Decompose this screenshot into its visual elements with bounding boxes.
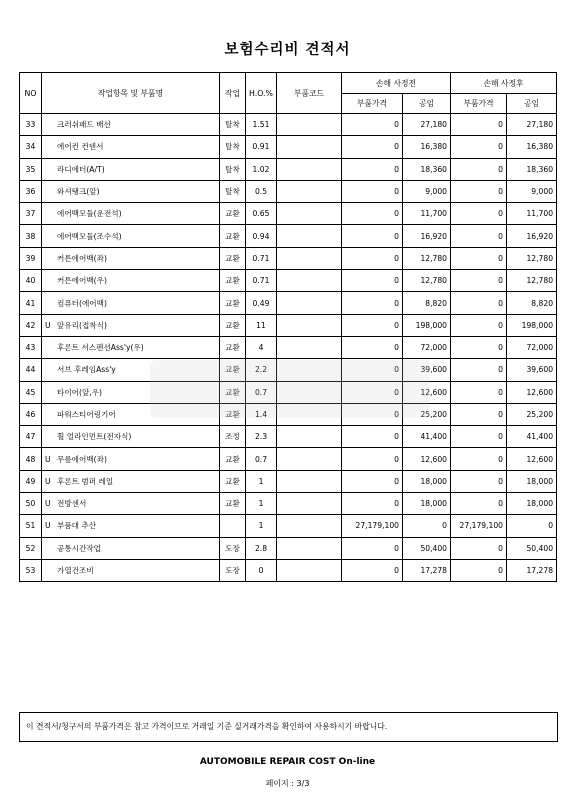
cell-before-labor: 25,200 [403,403,451,425]
cell-no: 37 [20,203,42,225]
table-row [20,158,557,180]
cell-after-labor: 198,000 [507,314,557,336]
item-name: 후론트 서스펜션Ass'y(우) [57,343,144,353]
cell-code [277,270,342,292]
item-name: 후론트 범퍼 레일 [57,476,114,486]
table-row [20,537,557,559]
cell-hq: 1.4 [246,403,277,425]
cell-after-part-price: 0 [451,270,507,292]
cell-after-part-price: 0 [451,493,507,515]
cell-work: 조정 [220,426,246,448]
cell-item [42,247,220,269]
cell-before-part-price: 0 [342,225,403,247]
cell-hq: 0.49 [246,292,277,314]
cell-work: 교환 [220,470,246,492]
table-row [20,426,557,448]
cell-before-part-price: 0 [342,493,403,515]
cell-code [277,336,342,358]
cell-hq: 2.2 [246,359,277,381]
cell-before-part-price: 0 [342,359,403,381]
cell-hq: 11 [246,314,277,336]
cell-no: 41 [20,292,42,314]
cell-work: 교환 [220,403,246,425]
cell-work: 교환 [220,292,246,314]
cell-before-labor: 8,820 [403,292,451,314]
cell-no: 34 [20,136,42,158]
cell-hq: 0.7 [246,448,277,470]
cell-before-part-price: 0 [342,114,403,136]
cell-code [277,180,342,202]
cell-code [277,426,342,448]
cell-after-labor: 9,000 [507,180,557,202]
cell-before-labor: 18,000 [403,493,451,515]
cell-before-labor: 50,400 [403,537,451,559]
cell-hq: 0.91 [246,136,277,158]
cell-after-labor: 25,200 [507,403,557,425]
cell-no: 46 [20,403,42,425]
footer-brand: AUTOMOBILE REPAIR COST On-line [199,757,376,767]
update-flag: U [45,521,51,531]
item-name: 커튼에어백(우) [57,276,107,286]
header-code: 부품코드 [277,73,342,114]
cell-hq: 0.5 [246,180,277,202]
cell-item [42,270,220,292]
cell-code [277,292,342,314]
cell-code [277,203,342,225]
page-number: 페이지 : 3/3 [265,779,310,788]
table-row [20,493,557,515]
item-name: 크러쉬패드 배선 [57,120,111,130]
cell-no: 39 [20,247,42,269]
cell-no: 36 [20,180,42,202]
cell-code [277,158,342,180]
cell-item [42,493,220,515]
cell-item [42,515,220,537]
header-before-part-price: 부품가격 [342,94,403,114]
cell-after-labor: 50,400 [507,537,557,559]
cell-after-part-price: 0 [451,426,507,448]
cell-hq: 2.8 [246,537,277,559]
cell-after-part-price: 27,179,100 [451,515,507,537]
cell-hq: 0.71 [246,270,277,292]
cell-hq: 1 [246,493,277,515]
cell-before-part-price: 0 [342,470,403,492]
cell-work: 교환 [220,225,246,247]
cell-before-labor: 16,380 [403,136,451,158]
cell-after-part-price: 0 [451,225,507,247]
cell-work: 교환 [220,314,246,336]
cell-before-part-price: 0 [342,336,403,358]
cell-after-labor: 39,600 [507,359,557,381]
cell-after-labor: 72,000 [507,336,557,358]
cell-after-labor: 12,600 [507,448,557,470]
cell-no: 43 [20,336,42,358]
table-row [20,314,557,336]
cell-before-labor: 198,000 [403,314,451,336]
cell-work: 교환 [220,448,246,470]
header-work: 작업 [220,73,246,114]
watermark [150,360,430,418]
table-row [20,225,557,247]
item-name: 에어백모듈(조수석) [57,231,122,241]
cell-item [42,292,220,314]
cell-after-labor: 12,780 [507,270,557,292]
item-name: 에어백모듈(운전석) [57,209,122,219]
cell-no: 52 [20,537,42,559]
cell-after-labor: 8,820 [507,292,557,314]
cell-work: 교환 [220,359,246,381]
cell-before-part-price: 0 [342,381,403,403]
cell-before-labor: 39,600 [403,359,451,381]
cell-before-part-price: 0 [342,292,403,314]
item-name: 와셔탱크(앞) [57,187,100,197]
cell-after-part-price: 0 [451,448,507,470]
cell-item [42,136,220,158]
table-row [20,470,557,492]
cell-no: 53 [20,559,42,581]
cell-before-part-price: 0 [342,559,403,581]
cell-before-part-price: 0 [342,180,403,202]
cell-no: 50 [20,493,42,515]
estimate-table [19,72,557,582]
cell-code [277,470,342,492]
cell-after-labor: 12,780 [507,247,557,269]
update-flag: U [45,320,51,330]
header-before: 손해 사정전 [342,73,451,94]
cell-work: 교환 [220,493,246,515]
cell-no: 35 [20,158,42,180]
cell-no: 48 [20,448,42,470]
cell-after-labor: 16,380 [507,136,557,158]
item-name: 무릎에어백(좌) [57,454,107,464]
table-row [20,270,557,292]
cell-hq: 2.3 [246,426,277,448]
cell-item [42,559,220,581]
cell-before-part-price: 0 [342,158,403,180]
cell-before-labor: 12,600 [403,381,451,403]
cell-code [277,515,342,537]
item-name: 가열건조비 [57,566,94,576]
cell-after-labor: 0 [507,515,557,537]
cell-no: 33 [20,114,42,136]
cell-after-part-price: 0 [451,247,507,269]
cell-before-labor: 16,920 [403,225,451,247]
cell-work: 교환 [220,247,246,269]
cell-before-labor: 9,000 [403,180,451,202]
cell-before-labor: 27,180 [403,114,451,136]
cell-work: 도장 [220,537,246,559]
cell-after-part-price: 0 [451,470,507,492]
notice-box: 이 견적서/청구서의 부품가격은 참고 가격이므로 거래일 기준 실거래가격을 확인하여 사용하시기 바랍니다. [19,712,558,742]
cell-after-part-price: 0 [451,336,507,358]
cell-after-part-price: 0 [451,314,507,336]
estimate-rows [20,114,557,582]
cell-item [42,470,220,492]
update-flag: U [45,499,51,509]
table-row [20,559,557,581]
cell-before-part-price: 0 [342,537,403,559]
cell-before-part-price: 0 [342,247,403,269]
header-after-labor: 공임 [507,94,557,114]
cell-before-labor: 12,600 [403,448,451,470]
cell-before-part-price: 0 [342,426,403,448]
item-name: 에어컨 컨덴서 [57,142,104,152]
cell-before-part-price: 0 [342,270,403,292]
cell-after-labor: 17,278 [507,559,557,581]
cell-work: 탈착 [220,158,246,180]
cell-before-labor: 12,780 [403,270,451,292]
cell-after-part-price: 0 [451,203,507,225]
cell-code [277,225,342,247]
cell-item [42,203,220,225]
cell-work [220,515,246,537]
item-name: 컴퓨터(에어백) [57,298,107,308]
cell-after-part-price: 0 [451,381,507,403]
cell-after-labor: 12,600 [507,381,557,403]
cell-work: 교환 [220,381,246,403]
cell-before-part-price: 0 [342,314,403,336]
cell-after-part-price: 0 [451,114,507,136]
cell-work: 탈착 [220,114,246,136]
table-row [20,247,557,269]
item-name: 부품대 추산 [57,521,97,531]
table-row [20,180,557,202]
cell-before-labor: 41,400 [403,426,451,448]
table-row [20,136,557,158]
cell-no: 51 [20,515,42,537]
cell-after-part-price: 0 [451,292,507,314]
cell-before-part-price: 0 [342,203,403,225]
cell-hq: 1.02 [246,158,277,180]
header-no: NO [20,73,42,114]
cell-before-labor: 0 [403,515,451,537]
cell-code [277,247,342,269]
update-flag: U [45,454,51,464]
item-name: 앞유리(접착식) [57,320,107,330]
header-before-labor: 공임 [403,94,451,114]
cell-after-part-price: 0 [451,359,507,381]
table-row [20,292,557,314]
cell-item [42,336,220,358]
update-flag: U [45,476,51,486]
item-name: 파워스티어링기어 [57,410,116,419]
item-name: 전방센서 [57,499,87,509]
cell-hq: 1.51 [246,114,277,136]
cell-hq: 1 [246,470,277,492]
cell-after-part-price: 0 [451,559,507,581]
table-row [20,114,557,136]
cell-before-part-price: 0 [342,448,403,470]
cell-hq: 0.65 [246,203,277,225]
cell-after-part-price: 0 [451,136,507,158]
item-name: 타이어(앞,우) [57,387,103,397]
cell-before-labor: 18,000 [403,470,451,492]
cell-hq: 0.94 [246,225,277,247]
table-row [20,203,557,225]
item-name: 서브 후레임Ass'y [57,365,116,375]
cell-before-part-price: 0 [342,136,403,158]
document-title: 보험수리비 견적서 [224,42,351,58]
cell-after-part-price: 0 [451,180,507,202]
cell-item [42,314,220,336]
cell-hq: 1 [246,515,277,537]
cell-item [42,225,220,247]
table-row [20,336,557,358]
header-after-part-price: 부품가격 [451,94,507,114]
cell-after-labor: 18,000 [507,470,557,492]
cell-before-labor: 11,700 [403,203,451,225]
cell-before-labor: 18,360 [403,158,451,180]
header-hq: H.O.% [246,73,277,114]
cell-after-part-price: 0 [451,403,507,425]
table-row [20,448,557,470]
header-after: 손해 사정후 [451,73,557,94]
cell-after-labor: 18,360 [507,158,557,180]
header-item: 작업항목 및 부품명 [42,73,220,114]
cell-item [42,426,220,448]
cell-after-part-price: 0 [451,158,507,180]
cell-after-labor: 27,180 [507,114,557,136]
cell-code [277,493,342,515]
cell-item [42,158,220,180]
cell-no: 40 [20,270,42,292]
cell-before-labor: 72,000 [403,336,451,358]
cell-hq: 0.7 [246,381,277,403]
cell-after-part-price: 0 [451,537,507,559]
cell-no: 45 [20,381,42,403]
cell-item [42,114,220,136]
cell-no: 44 [20,359,42,381]
cell-code [277,559,342,581]
cell-work: 교환 [220,203,246,225]
cell-work: 탈착 [220,180,246,202]
cell-code [277,448,342,470]
table-row [20,515,557,537]
cell-no: 38 [20,225,42,247]
cell-no: 47 [20,426,42,448]
cell-code [277,114,342,136]
cell-hq: 4 [246,336,277,358]
cell-code [277,314,342,336]
item-name: 라디에터(A/T) [57,164,105,174]
cell-no: 42 [20,314,42,336]
cell-hq: 0 [246,559,277,581]
item-name: 커튼에어백(좌) [57,253,107,263]
cell-item [42,180,220,202]
cell-before-part-price: 27,179,100 [342,515,403,537]
cell-after-labor: 18,000 [507,493,557,515]
cell-before-part-price: 0 [342,403,403,425]
cell-before-labor: 17,278 [403,559,451,581]
item-name: 휠 얼라인먼트(전자식) [57,432,132,442]
cell-work: 도장 [220,559,246,581]
cell-item [42,537,220,559]
cell-code [277,537,342,559]
cell-hq: 0.71 [246,247,277,269]
cell-after-labor: 11,700 [507,203,557,225]
cell-work: 탈착 [220,136,246,158]
cell-no: 49 [20,470,42,492]
cell-before-labor: 12,780 [403,247,451,269]
cell-after-labor: 16,920 [507,225,557,247]
item-name: 공통시간작업 [57,543,102,553]
cell-work: 교환 [220,336,246,358]
cell-item [42,448,220,470]
cell-work: 교환 [220,270,246,292]
cell-after-labor: 41,400 [507,426,557,448]
cell-code [277,136,342,158]
